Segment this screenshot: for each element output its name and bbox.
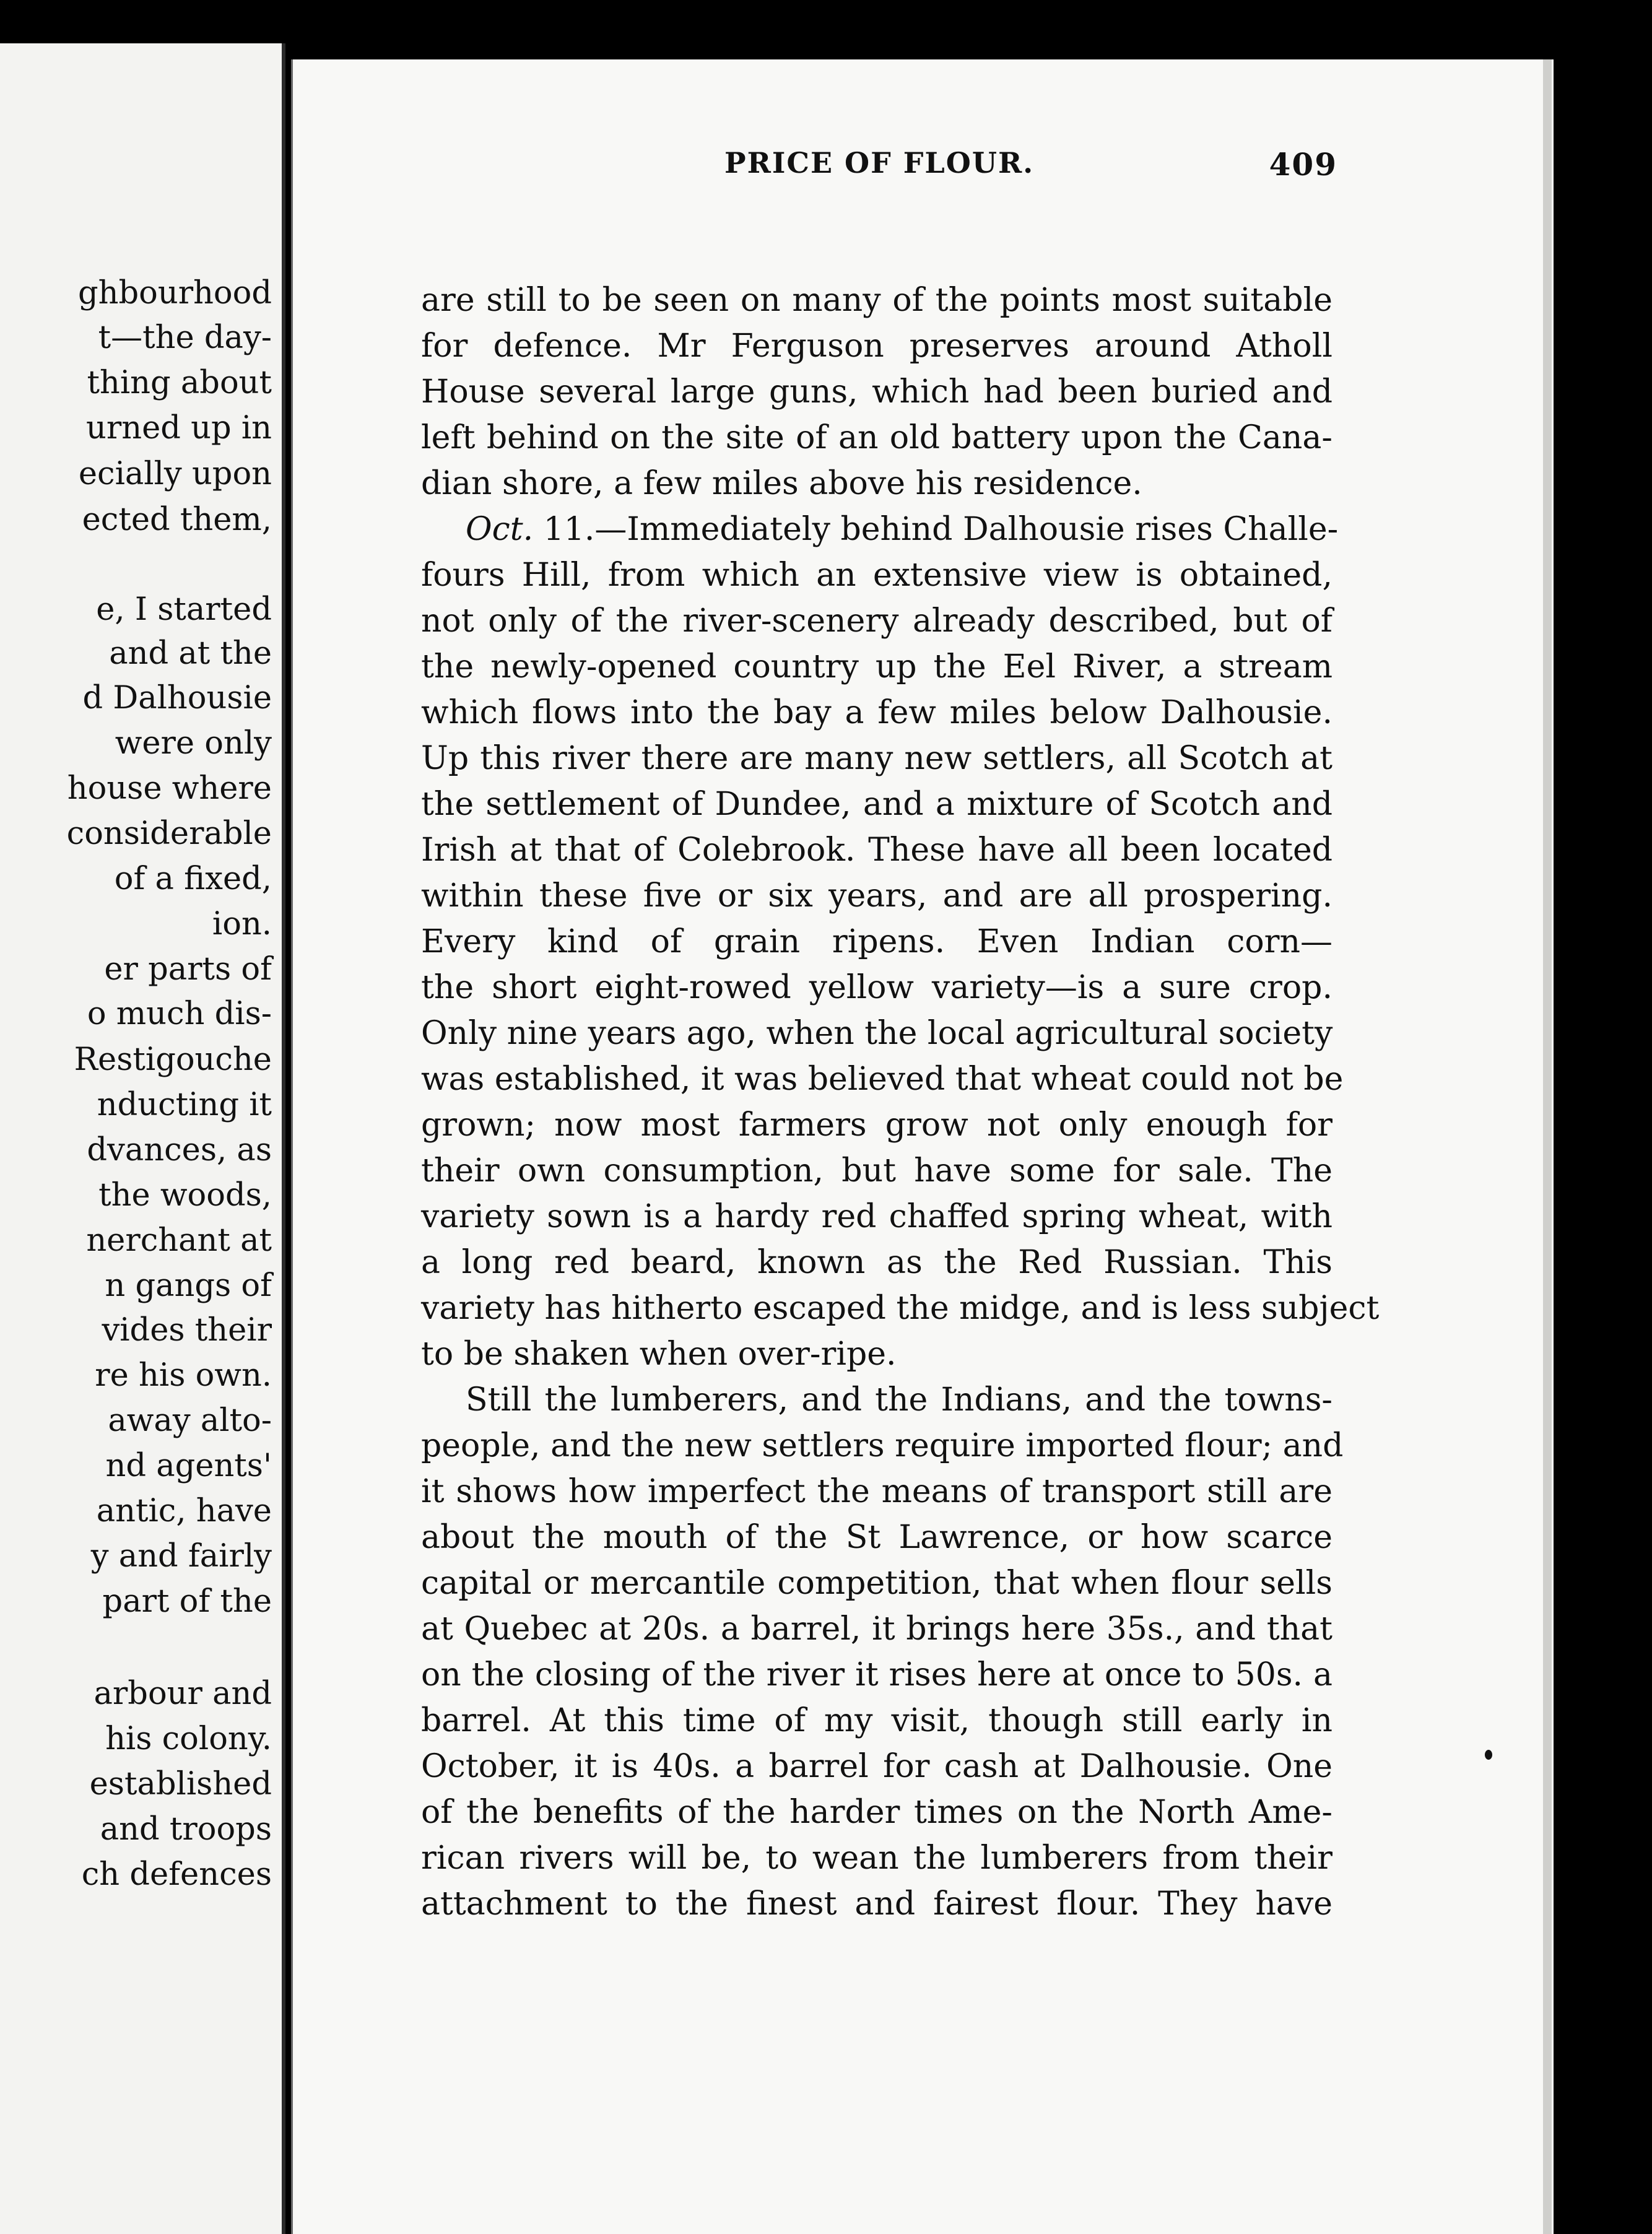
text-line: Still the lumberers, and the Indians, and the towns- [466,1381,1332,1419]
text-line: on the closing of the river it rises here at once to 50s. a [421,1656,1332,1693]
text-line: capital or mercantile competition, that when flour sells [421,1565,1332,1602]
facing-page-line: ion. [212,906,272,942]
facing-page-line: part of the [102,1583,272,1620]
text-line: a long red beard, known as the Red Russian. This [421,1244,1332,1281]
facing-page-line: considerable [66,815,272,852]
page-header [427,146,1337,189]
text-line: it shows how imperfect the means of transport still are [421,1473,1332,1510]
text-line: grown; now most farmers grow not only enough for [421,1106,1332,1144]
facing-page-line: nd agents' [105,1448,272,1484]
text-line: for defence. Mr Ferguson preserves around Atholl [421,328,1332,365]
text-line: their own consumption, but have some for sale. The [421,1152,1332,1189]
text-line: people, and the new settlers require imported flour; and [421,1427,1344,1464]
text-line: Irish at that of Colebrook. These have all been located [421,832,1332,869]
facing-page-line: nducting it [97,1087,272,1123]
facing-page-line: nerchant at [86,1222,272,1259]
text-line: variety has hitherto escaped the midge, and is less subject [421,1290,1380,1327]
body-text [421,277,1380,1927]
facing-page-line: urned up in [86,410,272,446]
text-line: the short eight-rowed yellow variety—is a sure crop. [421,969,1332,1006]
text-line: variety sown is a hardy red chaffed spring wheat, with [421,1198,1332,1235]
facing-page-line: antic, have [96,1493,272,1529]
facing-page-line: thing about [87,365,272,401]
facing-page-line: arbour and [93,1676,272,1712]
facing-page-line: house where [67,770,272,807]
text-line: the newly-opened country up the Eel River, a stream [421,648,1332,685]
text-line: rican rivers will be, to wean the lumberers from their [421,1840,1332,1877]
page-number: 409 [1269,146,1337,183]
text-line: dian shore, a few miles above his residence. [421,465,1142,502]
facing-page-line: d Dalhousie [82,680,272,716]
facing-page-line: away alto- [108,1402,272,1439]
text-line: about the mouth of the St Lawrence, or how scarce [421,1519,1332,1556]
facing-page-line: vides their [102,1312,272,1349]
running-head: PRICE OF FLOUR. [724,146,1035,180]
facing-page-line: er parts of [104,951,272,988]
text-line: not only of the river-scenery already described, but of [421,602,1332,640]
text-line: to be shaken when over-ripe. [421,1336,897,1373]
text-line: which flows into the bay a few miles below Dalhousie. [421,694,1332,731]
text-line: Oct. 11.—Immediately behind Dalhousie rises Challe- [466,511,1339,548]
facing-page-line: y and fairly [90,1538,272,1575]
facing-page-line: o much dis- [87,996,272,1032]
text-line: of the benefits of the harder times on the North Ame- [421,1794,1332,1831]
text-line: was established, it was believed that wheat could not be [421,1061,1344,1098]
text-line: House several large guns, which had been buried and [421,373,1332,411]
ink-speck [1485,1750,1492,1760]
text-line: Only nine years ago, when the local agricultural society [421,1015,1333,1052]
page-edge [1543,59,1552,2234]
facing-page-line: his colony. [105,1721,272,1757]
text-line: left behind on the site of an old battery upon the Cana- [421,419,1332,456]
facing-page-line: ghbourhood [78,275,272,311]
facing-page-line: re his own. [95,1357,272,1394]
date-label: Oct. [466,511,534,548]
text-line: are still to be seen on many of the points most suitable [421,282,1332,319]
text-line: at Quebec at 20s. a barrel, it brings here 35s., and that [421,1610,1332,1648]
facing-page-line: established [89,1766,272,1802]
facing-page-line: and at the [109,635,272,672]
facing-page-fragment [0,43,285,2234]
facing-page-line: ected them, [82,502,272,538]
facing-page-line: dvances, as [87,1132,272,1168]
facing-page-line: Restigouche [74,1041,272,1078]
text-line: barrel. At this time of my visit, though still early in [421,1702,1332,1739]
facing-page-line: ch defences [81,1856,272,1893]
text-line: the settlement of Dundee, and a mixture of Scotch and [421,786,1332,823]
facing-page-line: e, I started [96,591,272,628]
facing-page-line: ecially upon [78,456,272,492]
facing-page-line: n gangs of [105,1267,272,1304]
text-line: October, it is 40s. a barrel for cash at Dalhousie. One [421,1748,1332,1785]
facing-page-line: were only [115,725,272,762]
text-line: fours Hill, from which an extensive view is obtained, [421,557,1332,594]
text-line: Up this river there are many new settlers, all Scotch at [421,740,1332,777]
facing-page-line: t—the day- [98,319,272,356]
text-line: Every kind of grain ripens. Even Indian corn— [421,923,1332,960]
text-line: attachment to the finest and fairest flour. They have [421,1885,1332,1923]
text-line: within these five or six years, and are all prospering. [421,877,1332,915]
facing-page-line: of a fixed, [114,861,272,897]
facing-page-line: the woods, [98,1177,272,1214]
facing-page-line: and troops [100,1811,272,1848]
